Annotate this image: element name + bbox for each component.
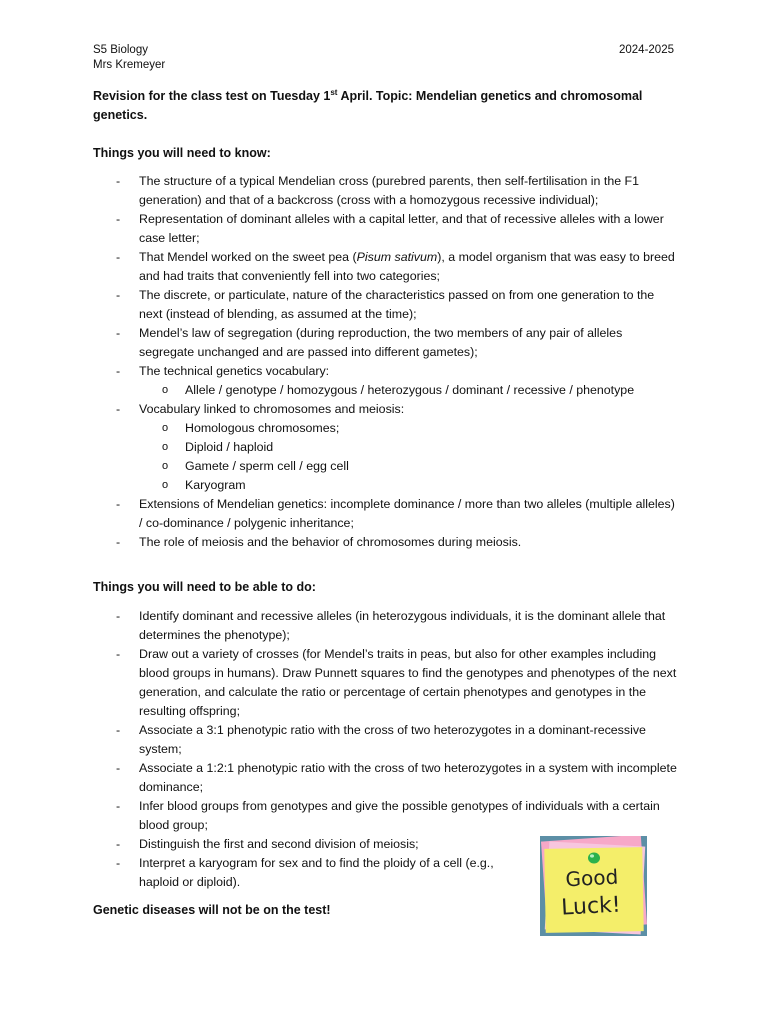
pushpin-icon <box>588 853 600 864</box>
list-item: - Distinguish the first and second division of meiosis; <box>93 835 479 854</box>
list-item <box>93 248 678 286</box>
item-text: Vocabulary linked to chromosomes and meiosis: <box>139 402 405 416</box>
good-luck-sticky-note-image <box>540 836 647 936</box>
title-part1: Revision for the class test on Tuesday 1 <box>93 89 331 103</box>
header-left <box>93 43 165 73</box>
sticky-line-good: Good <box>564 864 619 892</box>
sub-list-item: o Gamete / sperm cell / egg cell <box>139 457 678 476</box>
school-year: 2024-2025 <box>619 44 674 56</box>
list-item: - Interpret a karyogram for sex and to find the ploidy of a cell (e.g., haploid or diploid). <box>93 854 499 892</box>
sub-list-item: o Homologous chromosomes; <box>139 419 678 438</box>
class-name: S5 Biology <box>93 44 148 56</box>
footer-note: Genetic diseases will not be on the test! <box>93 903 331 917</box>
sub-list-item: o Allele / genotype / homozygous / heterozygous / dominant / recessive / phenotype <box>139 381 678 400</box>
list-item: - Mendel’s law of segregation (during reproduction, the two members of any pair of alleles segregate unchanged and are passed into different gametes); <box>93 324 678 362</box>
do-heading: Things you will need to be able to do: <box>93 580 316 594</box>
list-item: - Associate a 3:1 phenotypic ratio with the cross of two heterozygotes in a dominant-recessive system; <box>93 721 678 759</box>
list-item: - The discrete, or particulate, nature of the characteristics passed on from one generation to the next (instead of blending, as assumed at the time); <box>93 286 678 324</box>
title-superscript: st <box>330 87 338 97</box>
sub-list <box>139 381 678 400</box>
page-title <box>93 87 653 125</box>
list-item: - Draw out a variety of crosses (for Mendel’s traits in peas, but also for other examples including blood groups in humans). Draw Punnett squares to find the genotypes and phenotypes of the next generation, and calculate the ratio or percentage of certain phenotypes and genotypes in the resulting offspring; <box>93 645 678 721</box>
sub-list-item: o Diploid / haploid <box>139 438 678 457</box>
item-text: The technical genetics vocabulary: <box>139 364 330 378</box>
know-list <box>93 172 678 552</box>
sub-list-item: o Karyogram <box>139 476 678 495</box>
sub-list <box>139 419 678 495</box>
italic-term: Pisum sativum <box>356 250 438 264</box>
list-item: - Associate a 1:2:1 phenotypic ratio with the cross of two heterozygotes in a system with incomplete dominance; <box>93 759 678 797</box>
list-item: - Extensions of Mendelian genetics: incomplete dominance / more than two alleles (multiple alleles) / co-dominance / polygenic inheritance; <box>93 495 678 533</box>
pushpin-highlight <box>590 854 594 857</box>
list-item: - Identify dominant and recessive alleles (in heterozygous individuals, it is the dominant allele that determines the phenotype); <box>93 607 678 645</box>
list-item: - Infer blood groups from genotypes and give the possible genotypes of individuals with a certain blood group; <box>93 797 678 835</box>
list-item <box>93 362 678 400</box>
list-item <box>93 400 678 495</box>
title-part2: April. Topic: Mendelian genetics and chromosomal genetics. <box>93 89 643 122</box>
list-item: - The role of meiosis and the behavior of chromosomes during meiosis. <box>93 533 678 552</box>
know-heading: Things you will need to know: <box>93 146 271 160</box>
item-text: ), a model organism that was easy to breed and had traits that conveniently fell into two categories; <box>139 250 675 283</box>
item-text: That Mendel worked on the sweet pea ( <box>139 250 357 264</box>
list-item: - Representation of dominant alleles with a capital letter, and that of recessive alleles with a lower case letter; <box>93 210 678 248</box>
list-item: - The structure of a typical Mendelian cross (purebred parents, then self-fertilisation in the F1 generation) and that of a backcross (cross with a homozygous recessive individual); <box>93 172 678 210</box>
sticky-line-luck: Luck! <box>560 892 622 921</box>
teacher-name: Mrs Kremeyer <box>93 59 166 71</box>
